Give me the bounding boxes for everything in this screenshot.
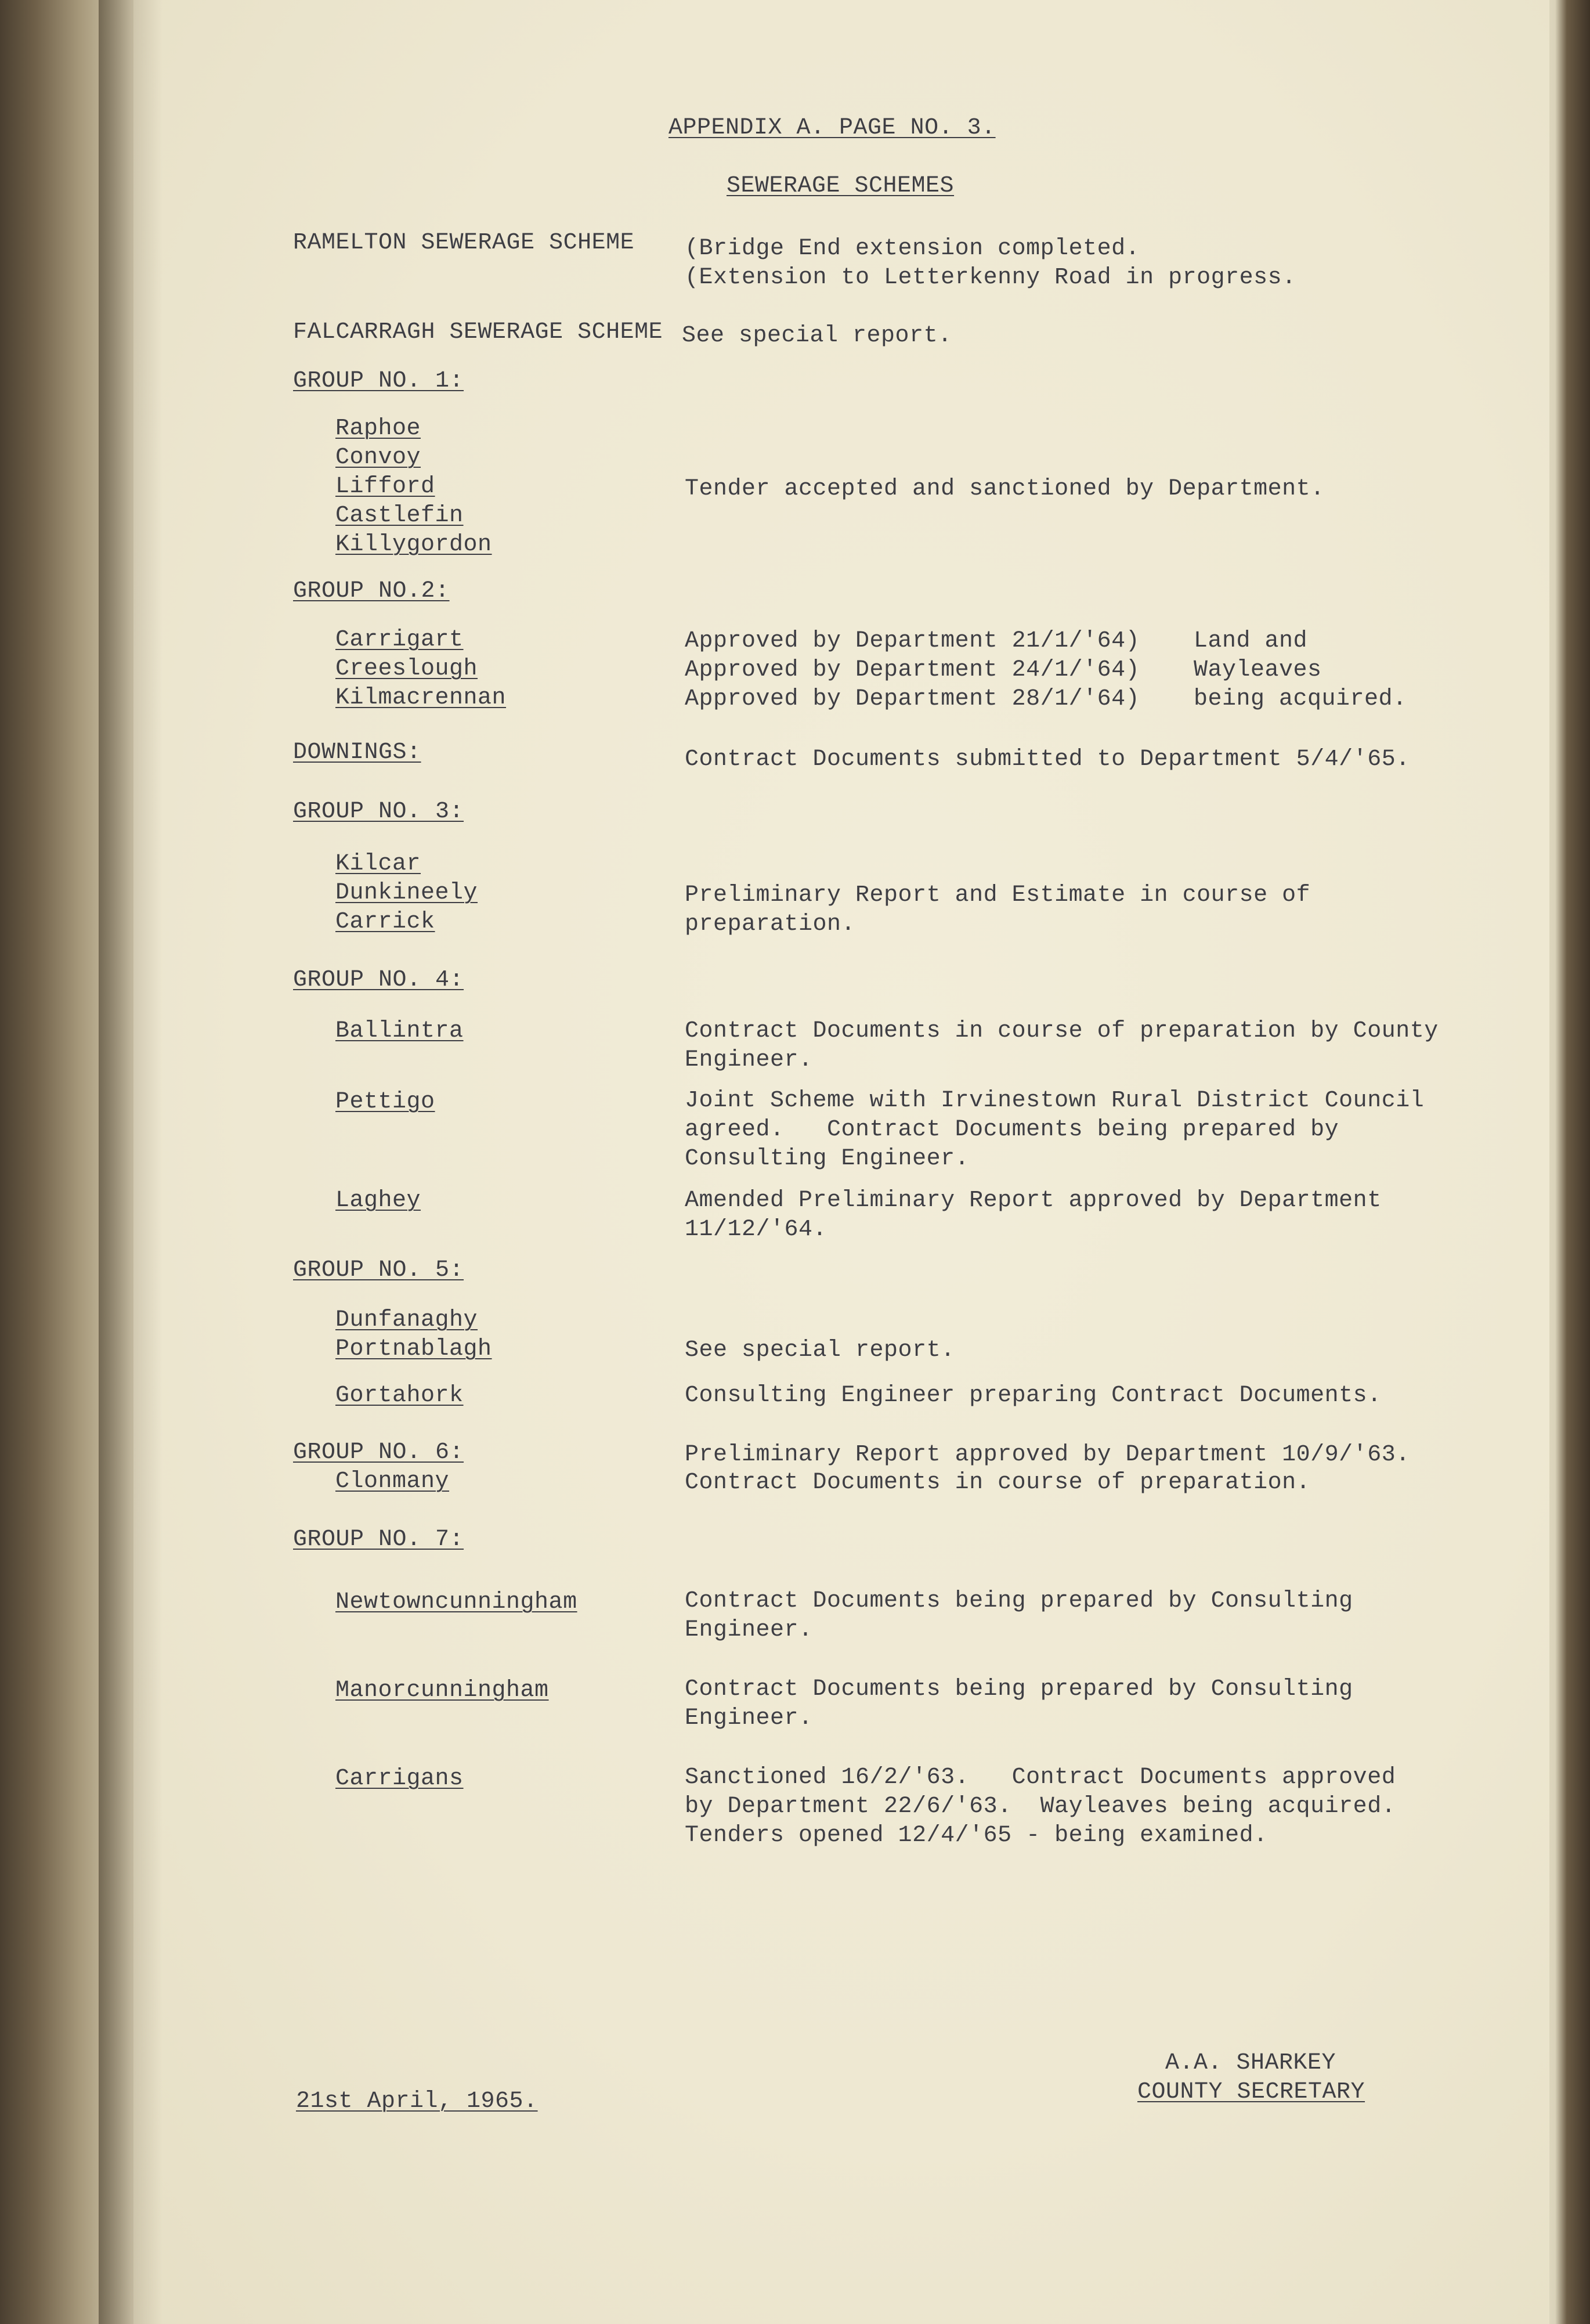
group-5-places — [335, 1306, 492, 1364]
appendix-heading: APPENDIX A. PAGE NO. 3. — [668, 115, 996, 141]
pettigo-line-1: Joint Scheme with Irvinestown Rural District Council — [685, 1088, 1425, 1114]
place-clonmany: Clonmany — [335, 1468, 450, 1495]
place-convoy: Convoy — [335, 445, 421, 471]
group-2-places — [335, 626, 506, 713]
group-2-heading: GROUP NO.2: — [293, 578, 450, 604]
group-3-places — [335, 850, 478, 937]
place-kilmacrennan: Kilmacrennan — [335, 685, 507, 711]
place-dunfanaghy: Dunfanaghy — [335, 1307, 478, 1333]
carrigans-line-3: Tenders opened 12/4/'65 - being examined. — [685, 1823, 1268, 1849]
place-castlefin: Castlefin — [335, 503, 464, 529]
group-1-heading: GROUP NO. 1: — [293, 368, 464, 394]
group-6-line-1: Preliminary Report approved by Department 10/9/'63. — [685, 1442, 1410, 1468]
place-dunkineely: Dunkineely — [335, 880, 478, 906]
falcarragh-status: See special report. — [682, 323, 952, 349]
approval-carrigart: Approved by Department 21/1/'64) — [685, 628, 1140, 654]
manor-line-1: Contract Documents being prepared by Consulting — [685, 1676, 1353, 1702]
book-gutter-shadow — [99, 0, 162, 2324]
ramelton-line-1: (Bridge End extension completed. — [685, 236, 1140, 262]
falcarragh-label: FALCARRAGH SEWERAGE SCHEME — [293, 319, 663, 345]
laghey-line-2: 11/12/'64. — [685, 1217, 827, 1243]
newtown-line-2: Engineer. — [685, 1617, 813, 1643]
group-1-status: Tender accepted and sanctioned by Department. — [685, 476, 1325, 502]
place-carrigart: Carrigart — [335, 627, 464, 653]
place-newtowncunningham: Newtowncunningham — [335, 1589, 577, 1615]
group-4-heading: GROUP NO. 4: — [293, 967, 464, 993]
approval-creeslough: Approved by Department 24/1/'64) — [685, 657, 1140, 683]
place-portnablagh: Portnablagh — [335, 1336, 492, 1362]
place-raphoe: Raphoe — [335, 416, 421, 442]
group-3-status-line-1: Preliminary Report and Estimate in course of — [685, 882, 1311, 908]
group-2-approvals — [685, 627, 1140, 714]
approval-kilmacrennan: Approved by Department 28/1/'64) — [685, 686, 1140, 712]
note-line-2: Wayleaves — [1194, 657, 1322, 683]
page-title: SEWERAGE SCHEMES — [727, 173, 955, 199]
place-pettigo: Pettigo — [335, 1089, 435, 1115]
ramelton-label: RAMELTON SEWERAGE SCHEME — [293, 230, 635, 256]
downings-label: DOWNINGS: — [293, 739, 421, 766]
place-kilcar: Kilcar — [335, 851, 421, 877]
group-3-status-line-2: preparation. — [685, 911, 856, 937]
place-manorcunningham: Manorcunningham — [335, 1677, 549, 1704]
document-date: 21st April, 1965. — [296, 2088, 538, 2114]
place-gortahork: Gortahork — [335, 1383, 464, 1409]
note-line-3: being acquired. — [1194, 686, 1407, 712]
downings-status: Contract Documents submitted to Department 5/4/'65. — [685, 746, 1410, 773]
signatory-name: A.A. SHARKEY — [1165, 2050, 1336, 2076]
group-5-status: See special report. — [685, 1337, 955, 1363]
manor-line-2: Engineer. — [685, 1705, 813, 1731]
note-line-1: Land and — [1194, 628, 1308, 654]
ballintra-line-2: Engineer. — [685, 1047, 813, 1073]
signatory-role: COUNTY SECRETARY — [1137, 2079, 1365, 2105]
group-1-places — [335, 414, 492, 560]
group-5-heading: GROUP NO. 5: — [293, 1257, 464, 1283]
newtown-line-1: Contract Documents being prepared by Consulting — [685, 1588, 1353, 1614]
place-lifford: Lifford — [335, 474, 435, 500]
place-laghey: Laghey — [335, 1188, 421, 1214]
laghey-line-1: Amended Preliminary Report approved by Department — [685, 1188, 1382, 1214]
place-ballintra: Ballintra — [335, 1018, 464, 1044]
pettigo-line-2: agreed. Contract Documents being prepared by — [685, 1117, 1339, 1143]
place-carrigans: Carrigans — [335, 1766, 464, 1792]
carrigans-line-1: Sanctioned 16/2/'63. Contract Documents approved — [685, 1764, 1396, 1791]
ramelton-line-2: (Extension to Letterkenny Road in progress. — [685, 265, 1296, 291]
group-2-note — [1194, 627, 1407, 714]
pettigo-line-3: Consulting Engineer. — [685, 1146, 970, 1172]
place-killygordon: Killygordon — [335, 532, 492, 558]
ballintra-line-1: Contract Documents in course of preparation by County — [685, 1018, 1439, 1044]
gortahork-status: Consulting Engineer preparing Contract Documents. — [685, 1383, 1382, 1409]
group-7-heading: GROUP NO. 7: — [293, 1527, 464, 1553]
carrigans-line-2: by Department 22/6/'63. Wayleaves being acquired. — [685, 1793, 1396, 1820]
group-6-heading: GROUP NO. 6: — [293, 1439, 464, 1466]
group-6-line-2: Contract Documents in course of preparation. — [685, 1470, 1311, 1496]
place-creeslough: Creeslough — [335, 656, 478, 682]
place-carrick: Carrick — [335, 909, 435, 935]
group-3-heading: GROUP NO. 3: — [293, 799, 464, 825]
